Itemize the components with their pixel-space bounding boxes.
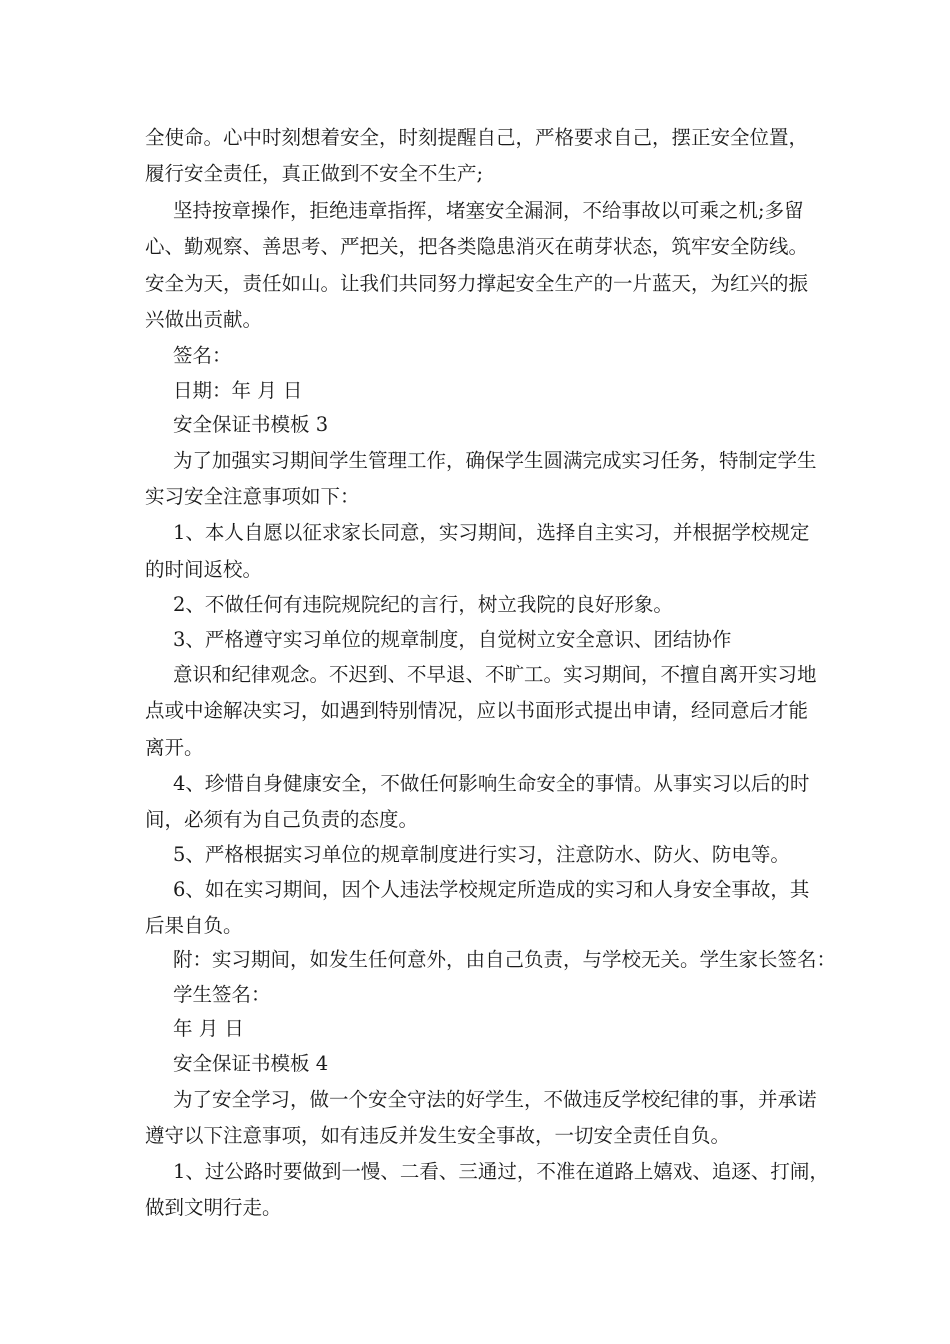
paragraph-line: 的时间返校。 (145, 558, 263, 581)
date-label: 年 月 日 (173, 1017, 244, 1040)
paragraph-line: 做到文明行走。 (145, 1196, 282, 1219)
paragraph-line: 点或中途解决实习，如遇到特别情况，应以书面形式提出申请，经同意后才能 (145, 699, 809, 722)
list-item: 3、严格遵守实习单位的规章制度，自觉树立安全意识、团结协作 (173, 628, 732, 651)
paragraph-line: 间，必须有为自己负责的态度。 (145, 808, 419, 831)
signature-label: 学生签名： (173, 983, 271, 1006)
date-label: 日期：年 月 日 (173, 379, 303, 402)
paragraph-line: 坚持按章操作，拒绝违章指挥，堵塞安全漏洞，不给事故以可乘之机;多留 (173, 199, 804, 222)
paragraph-line: 全使命。心中时刻想着安全，时刻提醒自己，严格要求自己，摆正安全位置， (145, 126, 809, 149)
section-title: 安全保证书模板 3 (173, 413, 329, 436)
paragraph-line: 附：实习期间，如发生任何意外，由自己负责，与学校无关。学生家长签名： (173, 948, 837, 971)
paragraph-line: 实习安全注意事项如下： (145, 485, 360, 508)
section-title: 安全保证书模板 4 (173, 1052, 329, 1075)
paragraph-line: 离开。 (145, 736, 204, 759)
signature-label: 签名： (173, 344, 232, 367)
list-item: 2、不做任何有违院规院纪的言行，树立我院的良好形象。 (173, 593, 673, 616)
list-item: 1、过公路时要做到一慢、二看、三通过，不准在道路上嬉戏、追逐、打闹， (173, 1160, 829, 1183)
list-item: 1、本人自愿以征求家长同意，实习期间，选择自主实习，并根据学校规定 (173, 521, 810, 544)
paragraph-line: 兴做出贡献。 (145, 308, 263, 331)
list-item: 6、如在实习期间，因个人违法学校规定所造成的实习和人身安全事故，其 (173, 878, 810, 901)
paragraph-line: 遵守以下注意事项，如有违反并发生安全事故，一切安全责任自负。 (145, 1124, 731, 1147)
paragraph-line: 后果自负。 (145, 914, 243, 937)
list-item: 5、严格根据实习单位的规章制度进行实习，注意防水、防火、防电等。 (173, 843, 790, 866)
paragraph-line: 心、勤观察、善思考、严把关，把各类隐患消灭在萌芽状态，筑牢安全防线。 (145, 235, 809, 258)
paragraph-line: 安全为天，责任如山。让我们共同努力撑起安全生产的一片蓝天，为红兴的振 (145, 272, 809, 295)
list-item: 4、珍惜自身健康安全，不做任何影响生命安全的事情。从事实习以后的时 (173, 772, 810, 795)
paragraph-line: 为了加强实习期间学生管理工作，确保学生圆满完成实习任务，特制定学生 (173, 449, 817, 472)
paragraph-line: 意识和纪律观念。不迟到、不早退、不旷工。实习期间，不擅自离开实习地 (173, 663, 817, 686)
paragraph-line: 履行安全责任，真正做到不安全不生产; (145, 162, 484, 185)
paragraph-line: 为了安全学习，做一个安全守法的好学生，不做违反学校纪律的事，并承诺 (173, 1088, 817, 1111)
